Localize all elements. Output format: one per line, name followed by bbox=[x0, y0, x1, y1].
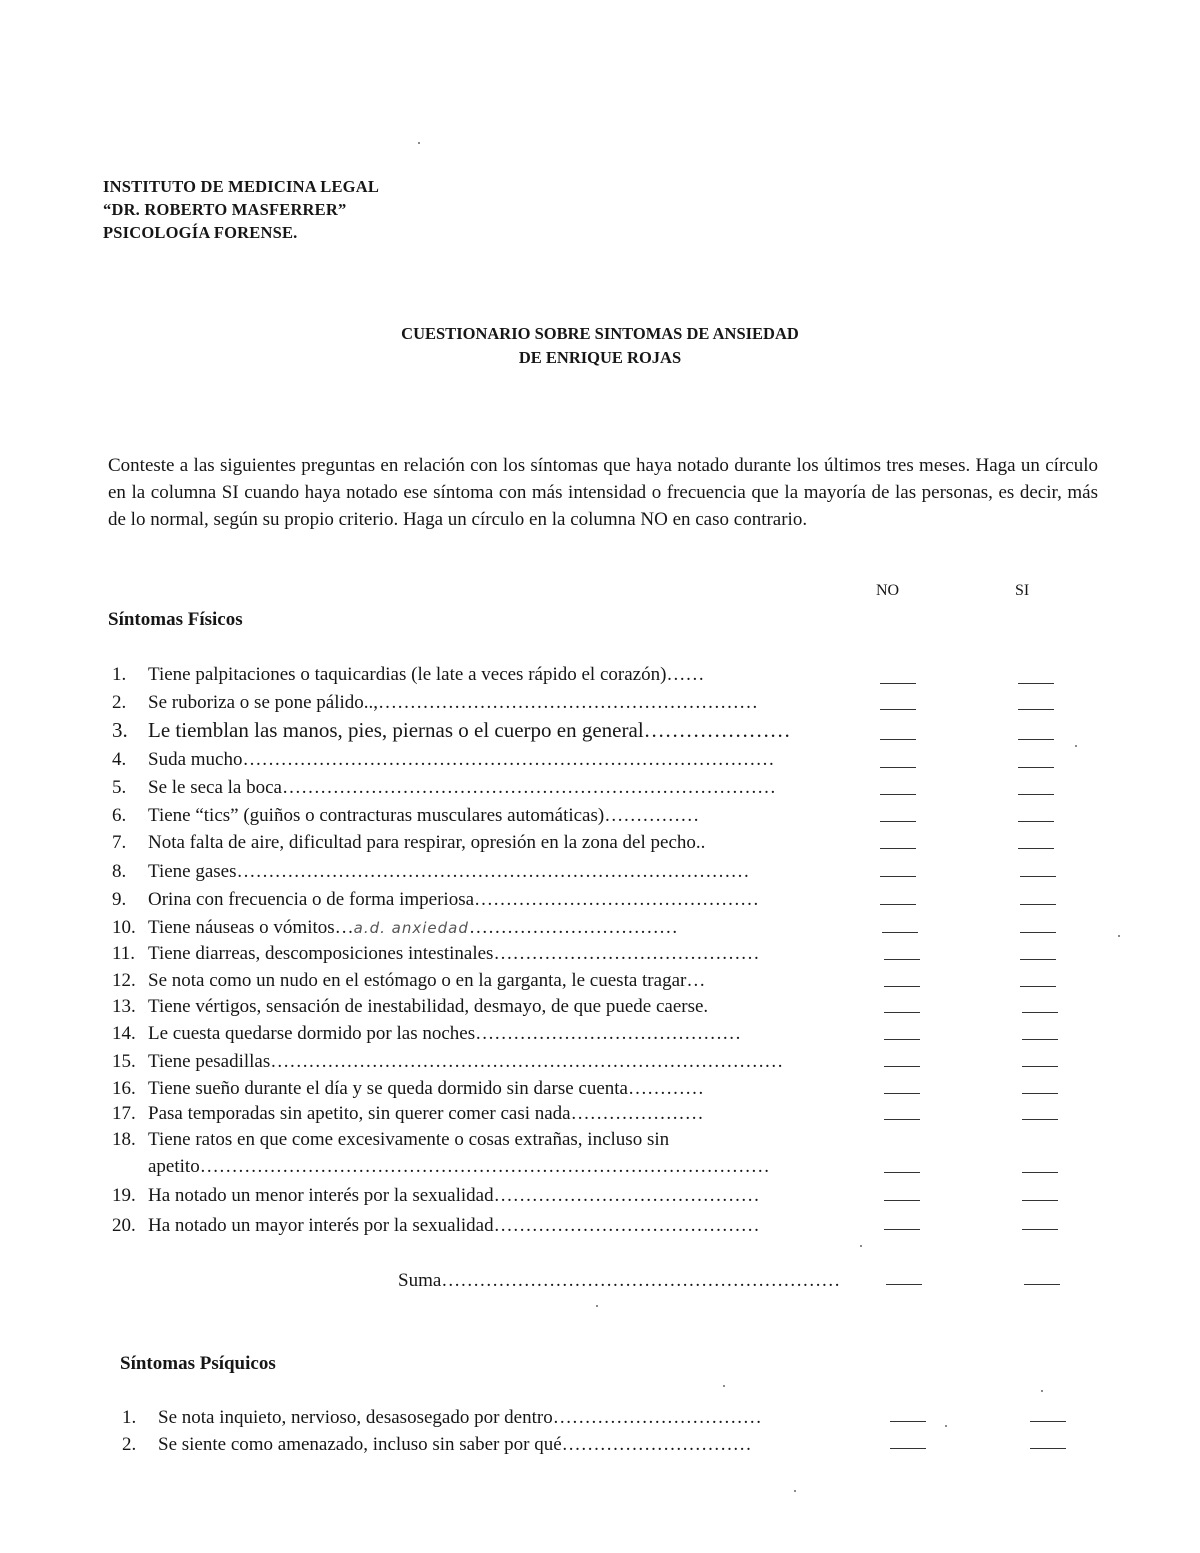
physical-item-18 bbox=[112, 1126, 852, 1184]
blank-no-19[interactable] bbox=[884, 1200, 920, 1201]
item-text: Se ruboriza o se pone pálido..,…………………………………………………… bbox=[148, 692, 759, 713]
scan-speck bbox=[418, 142, 420, 144]
item-number: 12. bbox=[112, 970, 136, 991]
blank-no-7[interactable] bbox=[880, 848, 916, 849]
institution-person: “DR. ROBERTO MASFERRER” bbox=[103, 200, 347, 219]
item-text: Se nota como un nudo en el estómago o en la garganta, le cuesta tragar… bbox=[148, 970, 706, 991]
blank-no-8[interactable] bbox=[880, 876, 916, 877]
item-text: Pasa temporadas sin apetito, sin querer comer casi nada………………… bbox=[148, 1103, 704, 1124]
instructions-paragraph: Conteste a las siguientes preguntas en relación con los síntomas que haya notado durante los últimos tres meses. Haga un círculo en la columna SI cuando haya notado ese síntoma con más intensidad o frecuencia que la mayoría de las personas, es decir, más de lo normal, según su propio criterio. Haga un círculo en la columna NO en caso contrario. bbox=[108, 455, 1098, 530]
physical-item-11 bbox=[112, 940, 852, 967]
blank-si-12[interactable] bbox=[1020, 986, 1056, 987]
blank-si-4[interactable] bbox=[1018, 767, 1054, 768]
item-text-continued: apetito……………………………………………………………………………… bbox=[148, 1156, 770, 1177]
item-text: Tiene ratos en que come excesivamente o cosas extrañas, incluso sin bbox=[148, 1129, 670, 1150]
physical-item-10 bbox=[112, 914, 852, 941]
physical-item-12 bbox=[112, 967, 852, 994]
item-number: 16. bbox=[112, 1078, 136, 1099]
item-number: 1. bbox=[122, 1407, 137, 1428]
blank-no-1[interactable] bbox=[880, 683, 916, 684]
physical-item-5 bbox=[112, 774, 852, 801]
blank-si-11[interactable] bbox=[1020, 959, 1056, 960]
blank-si-2[interactable] bbox=[1018, 709, 1054, 710]
blank-si-19[interactable] bbox=[1022, 1200, 1058, 1201]
physical-item-9 bbox=[112, 886, 852, 913]
item-text: Le cuesta quedarse dormido por las noches…………………………………… bbox=[148, 1023, 742, 1044]
item-number: 6. bbox=[112, 805, 127, 826]
blank-no-18[interactable] bbox=[884, 1172, 920, 1173]
scan-speck bbox=[596, 1305, 598, 1307]
institution-header bbox=[103, 175, 379, 244]
item-text: Tiene vértigos, sensación de inestabilidad, desmayo, de que puede caerse. bbox=[148, 996, 709, 1017]
item-text: Orina con frecuencia o de forma imperiosa……………………………………… bbox=[148, 889, 760, 910]
physical-item-13 bbox=[112, 993, 852, 1020]
blank-si-6[interactable] bbox=[1018, 821, 1054, 822]
item-number: 1. bbox=[112, 664, 127, 685]
physical-item-2 bbox=[112, 689, 852, 716]
psychic-symptoms-heading: Síntomas Psíquicos bbox=[120, 1353, 276, 1374]
blank-si-18[interactable] bbox=[1022, 1172, 1058, 1173]
blank-si-10[interactable] bbox=[1020, 932, 1056, 933]
blank-si-16[interactable] bbox=[1022, 1093, 1058, 1094]
item-text: Se nota inquieto, nervioso, desasosegado por dentro…………………………… bbox=[158, 1407, 762, 1428]
blank-si-14[interactable] bbox=[1022, 1039, 1058, 1040]
item-number: 11. bbox=[112, 943, 136, 964]
psychic-item-1 bbox=[122, 1404, 862, 1431]
physical-item-17 bbox=[112, 1100, 852, 1127]
blank-no-4[interactable] bbox=[880, 767, 916, 768]
physical-item-6 bbox=[112, 802, 852, 829]
blank-si-20[interactable] bbox=[1022, 1229, 1058, 1230]
blank-no-5[interactable] bbox=[880, 794, 916, 795]
blank-si-7[interactable] bbox=[1018, 848, 1054, 849]
blank-no-11[interactable] bbox=[884, 959, 920, 960]
blank-no-20[interactable] bbox=[884, 1229, 920, 1230]
title-line-1: CUESTIONARIO SOBRE SINTOMAS DE ANSIEDAD bbox=[401, 324, 799, 343]
blank-si-17[interactable] bbox=[1022, 1119, 1058, 1120]
sum-label: Suma……………………………………………………… bbox=[398, 1270, 841, 1291]
blank-no-psychic-2[interactable] bbox=[890, 1448, 926, 1449]
item-number: 2. bbox=[112, 692, 127, 713]
item-number: 9. bbox=[112, 889, 127, 910]
column-header-si: SI bbox=[1015, 582, 1030, 599]
scan-speck bbox=[794, 1490, 796, 1492]
item-text: Tiene “tics” (guiños o contracturas musculares automáticas)…………… bbox=[148, 805, 700, 826]
blank-si-1[interactable] bbox=[1018, 683, 1054, 684]
physical-item-8 bbox=[112, 858, 852, 885]
physical-item-3 bbox=[112, 717, 852, 744]
blank-si-3[interactable] bbox=[1018, 739, 1054, 740]
blank-no-15[interactable] bbox=[884, 1066, 920, 1067]
item-text: Tiene sueño durante el día y se queda dormido sin darse cuenta………… bbox=[148, 1078, 704, 1099]
item-text: Suda mucho………………………………………………………………………… bbox=[148, 749, 775, 770]
document-title bbox=[300, 322, 900, 370]
scan-speck bbox=[945, 1425, 947, 1427]
item-number: 19. bbox=[112, 1185, 136, 1206]
blank-si-13[interactable] bbox=[1022, 1012, 1058, 1013]
blank-si-5[interactable] bbox=[1018, 794, 1054, 795]
blank-si-15[interactable] bbox=[1022, 1066, 1058, 1067]
item-text: Se siente como amenazado, incluso sin saber por qué………………………… bbox=[158, 1434, 752, 1455]
blank-no-9[interactable] bbox=[880, 904, 916, 905]
item-dots: …………………………… bbox=[468, 917, 678, 938]
scan-speck bbox=[1075, 745, 1077, 747]
item-number: 2. bbox=[122, 1434, 137, 1455]
physical-item-1 bbox=[112, 661, 852, 688]
department-name: PSICOLOGÍA FORENSE. bbox=[103, 223, 298, 242]
item-number: 14. bbox=[112, 1023, 136, 1044]
psychic-item-2 bbox=[122, 1431, 862, 1458]
blank-si-psychic-1[interactable] bbox=[1030, 1421, 1066, 1422]
item-text: Nota falta de aire, dificultad para respirar, opresión en la zona del pecho.. bbox=[148, 832, 706, 853]
blank-no-psychic-1[interactable] bbox=[890, 1421, 926, 1422]
blank-no-2[interactable] bbox=[880, 709, 916, 710]
physical-item-20 bbox=[112, 1212, 852, 1239]
item-number: 8. bbox=[112, 861, 127, 882]
physical-item-14 bbox=[112, 1020, 852, 1047]
item-number: 4. bbox=[112, 749, 127, 770]
physical-item-15 bbox=[112, 1048, 852, 1075]
title-line-2: DE ENRIQUE ROJAS bbox=[518, 348, 682, 367]
blank-no-12[interactable] bbox=[884, 986, 920, 987]
item-number: 15. bbox=[112, 1051, 136, 1072]
item-text: Tiene diarreas, descomposiciones intestinales…………………………………… bbox=[148, 943, 760, 964]
item-number: 13. bbox=[112, 996, 136, 1017]
item-number: 7. bbox=[112, 832, 127, 853]
item-text: Ha notado un menor interés por la sexualidad…………………………………… bbox=[148, 1185, 760, 1206]
blank-si-8[interactable] bbox=[1020, 876, 1056, 877]
item-text: Tiene gases……………………………………………………………………… bbox=[148, 861, 750, 882]
physical-item-7 bbox=[112, 829, 852, 856]
item-text: Se le seca la boca…………………………………………………………………… bbox=[148, 777, 776, 798]
item-number: 10. bbox=[112, 917, 136, 938]
item-number: 17. bbox=[112, 1103, 136, 1124]
physical-item-16 bbox=[112, 1075, 852, 1102]
physical-item-4 bbox=[112, 746, 852, 773]
item-text: Le tiemblan las manos, pies, piernas o el cuerpo en general………………… bbox=[148, 718, 791, 742]
blank-si-sum[interactable] bbox=[1024, 1284, 1060, 1285]
item-text: Tiene palpitaciones o taquicardias (le late a veces rápido el corazón)…… bbox=[148, 664, 705, 685]
blank-si-9[interactable] bbox=[1020, 904, 1056, 905]
blank-no-17[interactable] bbox=[884, 1119, 920, 1120]
physical-item-19 bbox=[112, 1182, 852, 1209]
column-header-no: NO bbox=[876, 582, 900, 599]
blank-no-16[interactable] bbox=[884, 1093, 920, 1094]
blank-no-10[interactable] bbox=[882, 932, 918, 933]
item-number: 5. bbox=[112, 777, 127, 798]
handwritten-note: a.d. anxiedad bbox=[353, 919, 469, 937]
item-number: 3. bbox=[112, 718, 128, 742]
item-number: 18. bbox=[112, 1129, 136, 1150]
blank-si-psychic-2[interactable] bbox=[1030, 1448, 1066, 1449]
item-text: Ha notado un mayor interés por la sexualidad…………………………………… bbox=[148, 1215, 760, 1236]
blank-no-3[interactable] bbox=[880, 739, 916, 740]
item-number: 20. bbox=[112, 1215, 136, 1236]
blank-no-6[interactable] bbox=[880, 821, 916, 822]
item-text: Tiene náuseas o vómitos… bbox=[148, 917, 354, 938]
scan-speck bbox=[723, 1385, 725, 1387]
scan-speck bbox=[1118, 935, 1120, 937]
blank-no-14[interactable] bbox=[884, 1039, 920, 1040]
blank-no-13[interactable] bbox=[884, 1012, 920, 1013]
scan-speck bbox=[1041, 1390, 1043, 1392]
institution-name: INSTITUTO DE MEDICINA LEGAL bbox=[103, 177, 380, 196]
blank-no-sum[interactable] bbox=[886, 1284, 922, 1285]
scan-speck bbox=[860, 1245, 862, 1247]
physical-symptoms-heading: Síntomas Físicos bbox=[108, 609, 243, 630]
item-text: Tiene pesadillas……………………………………………………………………… bbox=[148, 1051, 784, 1072]
